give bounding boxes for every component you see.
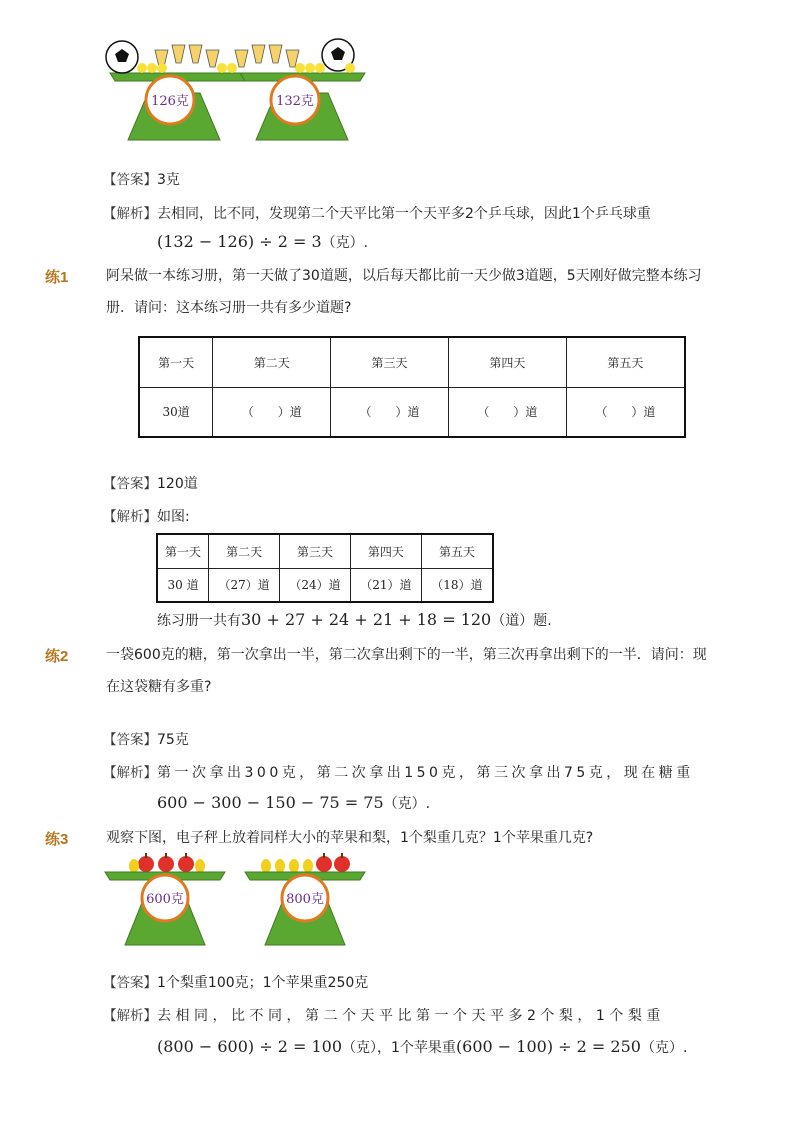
scale-reading: 600克: [146, 892, 184, 907]
scale-left: [105, 853, 225, 945]
apple-icon: [138, 853, 194, 872]
analysis-tag: 【解析】: [103, 1008, 157, 1024]
analysis-text: 第一次拿出300克，第二次拿出150克，第三次拿出75克，现在糖重: [157, 765, 694, 781]
exercise-2-label: 练2: [45, 648, 69, 665]
table-row: [139, 387, 685, 437]
table-header-cell: 第一天: [157, 534, 209, 568]
table-cell: （24）道: [280, 568, 351, 602]
table-cell: （ ）道: [331, 387, 449, 437]
analysis-math: (800 − 600) ÷ 2 = 100: [157, 1037, 343, 1056]
answer-tag: 【答案】: [103, 975, 157, 991]
table-cell: （ ）道: [448, 387, 566, 437]
answer-tag: 【答案】: [103, 172, 157, 188]
scale-right: [235, 39, 365, 140]
exercise-3-label: 练3: [45, 831, 69, 848]
ping-pong-ball-icon: [137, 63, 237, 73]
shuttlecock-icon: [235, 45, 299, 67]
sum-math: 30 + 27 + 24 + 21 + 18 = 120: [241, 610, 492, 629]
table-header-cell: 第五天: [566, 337, 685, 387]
table-header-cell: 第三天: [331, 337, 449, 387]
sum-prefix: 练习册一共有: [157, 613, 241, 629]
exercise-2-answer-row: [103, 730, 189, 750]
table-cell: （18）道: [421, 568, 493, 602]
table-header-cell: 第四天: [448, 337, 566, 387]
exercise-2-question-line2: 在这袋糖有多重?: [106, 679, 212, 695]
answer-text: 120道: [157, 476, 198, 492]
table-cell: 30 道: [157, 568, 209, 602]
exercise-1-sum-row: [157, 610, 552, 631]
table-cell: 30道: [139, 387, 213, 437]
scale-reading: 126克: [151, 94, 189, 109]
table-header-cell: 第二天: [213, 337, 331, 387]
exercise-1-answer-row: [103, 474, 198, 494]
exercise-1-question-line1: 阿呆做一本练习册，第一天做了30道题，以后每天都比前一天少做3道题，5天刚好做完整本练习: [106, 268, 702, 284]
exercise-1-question-line2: 册．请问：这本练习册一共有多少道题?: [106, 300, 352, 316]
top-scales-figure: [100, 35, 380, 145]
exercise-2-analysis-row: [103, 763, 694, 783]
shuttlecock-icon: [155, 45, 219, 67]
analysis-math: 600 − 300 − 150 − 75 = 75: [157, 793, 384, 812]
answer-text: 75克: [157, 732, 189, 748]
example-analysis-math-row: [157, 232, 368, 253]
scale-left: [106, 41, 250, 140]
table-header-cell: 第三天: [280, 534, 351, 568]
analysis-tag: 【解析】: [103, 509, 157, 525]
example-answer-row: [103, 170, 180, 190]
analysis-unit: （克）.: [321, 235, 369, 251]
scale-reading: 132克: [276, 94, 314, 109]
table-header-cell: 第四天: [350, 534, 421, 568]
analysis-math: (132 − 126) ÷ 2 = 3: [157, 232, 322, 251]
exercise-1-table: [138, 336, 686, 438]
exercise-3-analysis-math-row: [157, 1037, 687, 1058]
table-header-cell: 第五天: [421, 534, 493, 568]
answer-tag: 【答案】: [103, 476, 157, 492]
analysis-unit: （克）.: [383, 796, 431, 812]
analysis-unit: （克）.: [640, 1040, 688, 1056]
table-header-cell: 第二天: [209, 534, 280, 568]
exercise-3-analysis-row: [103, 1006, 665, 1026]
analysis-text: 去相同，比不同，第二个天平比第一个天平多2个梨，1个梨重: [157, 1008, 665, 1024]
exercise-1-solution-table: [156, 533, 494, 603]
exercise-2-analysis-math-row: [157, 793, 430, 814]
table-cell: （27）道: [209, 568, 280, 602]
pear-icon: [261, 859, 313, 873]
analysis-math: (600 − 100) ÷ 2 = 250: [455, 1037, 641, 1056]
sum-suffix: （道）题.: [491, 613, 552, 629]
analysis-text: 如图:: [157, 509, 190, 525]
analysis-tag: 【解析】: [103, 765, 157, 781]
table-cell: （ ）道: [566, 387, 685, 437]
analysis-mid: （克），1个苹果重: [342, 1040, 456, 1056]
analysis-text: 去相同，比不同，发现第二个天平比第一个天平多2个乒乓球，因此1个乒乓球重: [157, 206, 651, 222]
analysis-tag: 【解析】: [103, 206, 157, 222]
table-header-cell: 第一天: [139, 337, 213, 387]
table-cell: （21）道: [350, 568, 421, 602]
table-row: [157, 568, 493, 602]
table-cell: （ ）道: [213, 387, 331, 437]
exercise-3-answer-row: [103, 973, 368, 993]
exercise-3-question: 观察下图，电子秤上放着同样大小的苹果和梨，1个梨重几克？1个苹果重几克?: [106, 830, 594, 846]
exercise-2-question-line1: 一袋600克的糖，第一次拿出一半，第二次拿出剩下的一半，第三次再拿出剩下的一半．请问：现: [106, 647, 707, 663]
answer-text: 1个梨重100克；1个苹果重250克: [157, 975, 369, 991]
scale-reading: 800克: [286, 892, 324, 907]
exercise-1-label: 练1: [45, 269, 69, 286]
scale-right: [245, 853, 365, 945]
fruit-scales-figure: [100, 850, 380, 950]
table-header-row: [139, 337, 685, 387]
example-analysis-row: [103, 204, 651, 224]
table-header-row: [157, 534, 493, 568]
apple-icon: [316, 853, 350, 872]
answer-text: 3克: [157, 172, 180, 188]
answer-tag: 【答案】: [103, 732, 157, 748]
exercise-1-analysis-row: [103, 507, 190, 527]
